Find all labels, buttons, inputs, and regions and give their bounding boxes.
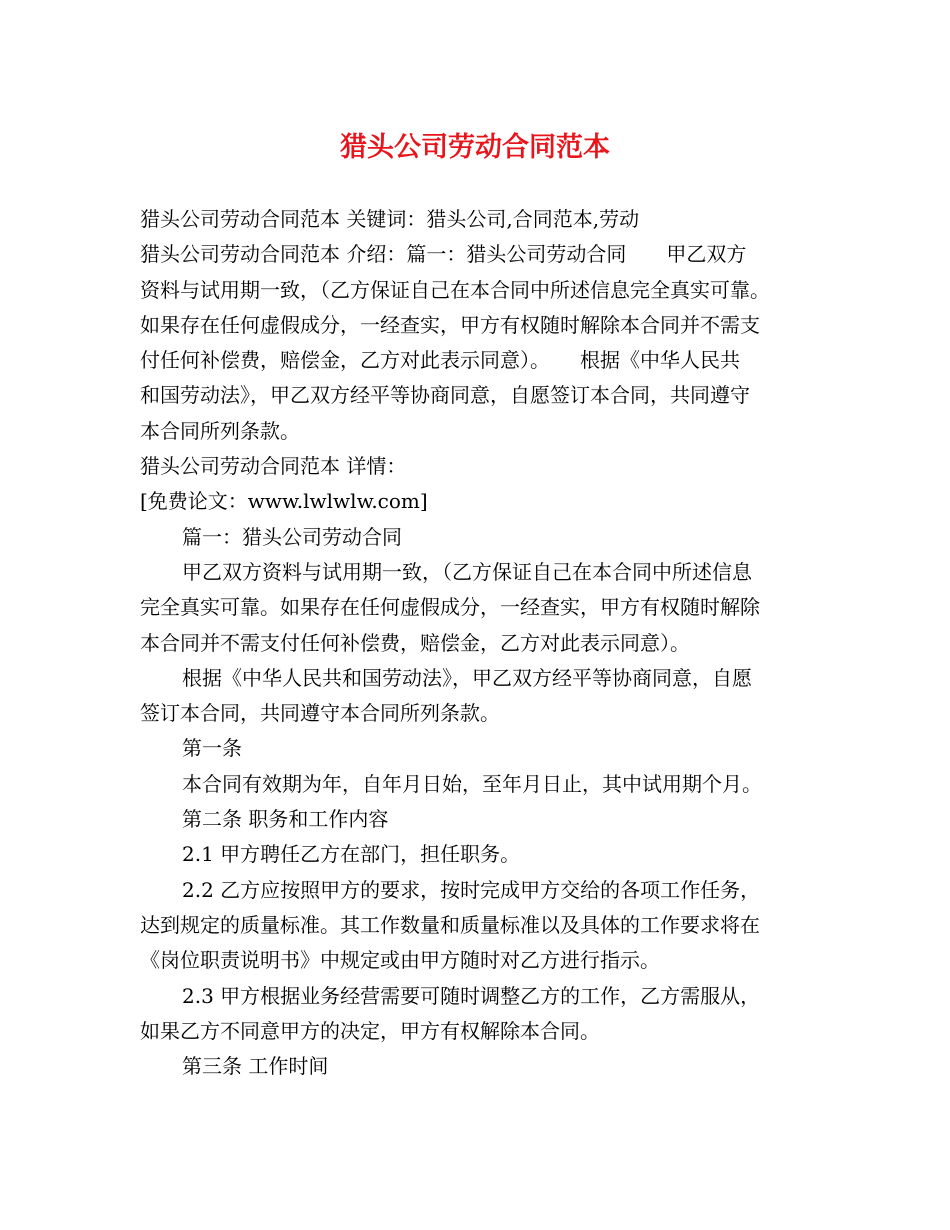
document-body bbox=[140, 202, 824, 1084]
text-line: 猎头公司劳动合同范本 详情： bbox=[140, 454, 407, 479]
text-line: 猎头公司劳动合同范本 关键词：猎头公司,合同范本,劳动 bbox=[140, 207, 640, 231]
text-line: 第一条 bbox=[182, 736, 242, 761]
text-line: [免费论文：www.lwlwlw.com] bbox=[140, 489, 428, 514]
text-line: 猎头公司劳动合同范本 介绍：篇一：猎头公司劳动合同 甲乙双方 bbox=[140, 242, 747, 267]
document-title: 猎头公司劳动合同范本 bbox=[340, 132, 610, 163]
text-line: 2.2 乙方应按照甲方的要求，按时完成甲方交给的各项工作任务， bbox=[182, 877, 761, 902]
text-line: 本合同有效期为年，自年月日始，至年月日止，其中试用期个月。 bbox=[182, 771, 762, 796]
text-line: 本合同并不需支付任何补偿费，赔偿金，乙方对此表示同意）。 bbox=[140, 630, 690, 655]
text-line: 本合同所列条款。 bbox=[140, 418, 300, 443]
text-line: 根据《中华人民共和国劳动法》，甲乙双方经平等协商同意，自愿 bbox=[182, 665, 752, 690]
text-line: 2.3 甲方根据业务经营需要可随时调整乙方的工作，乙方需服从， bbox=[182, 983, 761, 1008]
text-line: 《岗位职责说明书》中规定或由甲方随时对乙方进行指示。 bbox=[140, 948, 660, 973]
text-line: 甲乙双方资料与试用期一致，（乙方保证自己在本合同中所述信息 bbox=[182, 559, 752, 584]
text-line: 和国劳动法》，甲乙双方经平等协商同意，自愿签订本合同，共同遵守 bbox=[140, 383, 750, 408]
text-line: 付任何补偿费，赔偿金，乙方对此表示同意）。 根据《中华人民共 bbox=[140, 348, 740, 373]
text-line: 如果存在任何虚假成分，一经查实，甲方有权随时解除本合同并不需支 bbox=[140, 312, 760, 337]
text-line: 签订本合同，共同遵守本合同所列条款。 bbox=[140, 701, 500, 726]
text-line: 篇一：猎头公司劳动合同 bbox=[182, 524, 402, 549]
text-line: 第三条 工作时间 bbox=[182, 1054, 329, 1079]
text-line: 如果乙方不同意甲方的决定，甲方有权解除本合同。 bbox=[140, 1018, 600, 1043]
text-line: 2.1 甲方聘任乙方在部门，担任职务。 bbox=[182, 842, 521, 867]
text-line: 达到规定的质量标准。其工作数量和质量标准以及具体的工作要求将在 bbox=[140, 912, 760, 937]
text-line: 资料与试用期一致，（乙方保证自己在本合同中所述信息完全真实可靠。 bbox=[140, 277, 770, 302]
text-line: 第二条 职务和工作内容 bbox=[182, 807, 389, 832]
text-line: 完全真实可靠。如果存在任何虚假成分，一经查实，甲方有权随时解除 bbox=[140, 595, 760, 620]
